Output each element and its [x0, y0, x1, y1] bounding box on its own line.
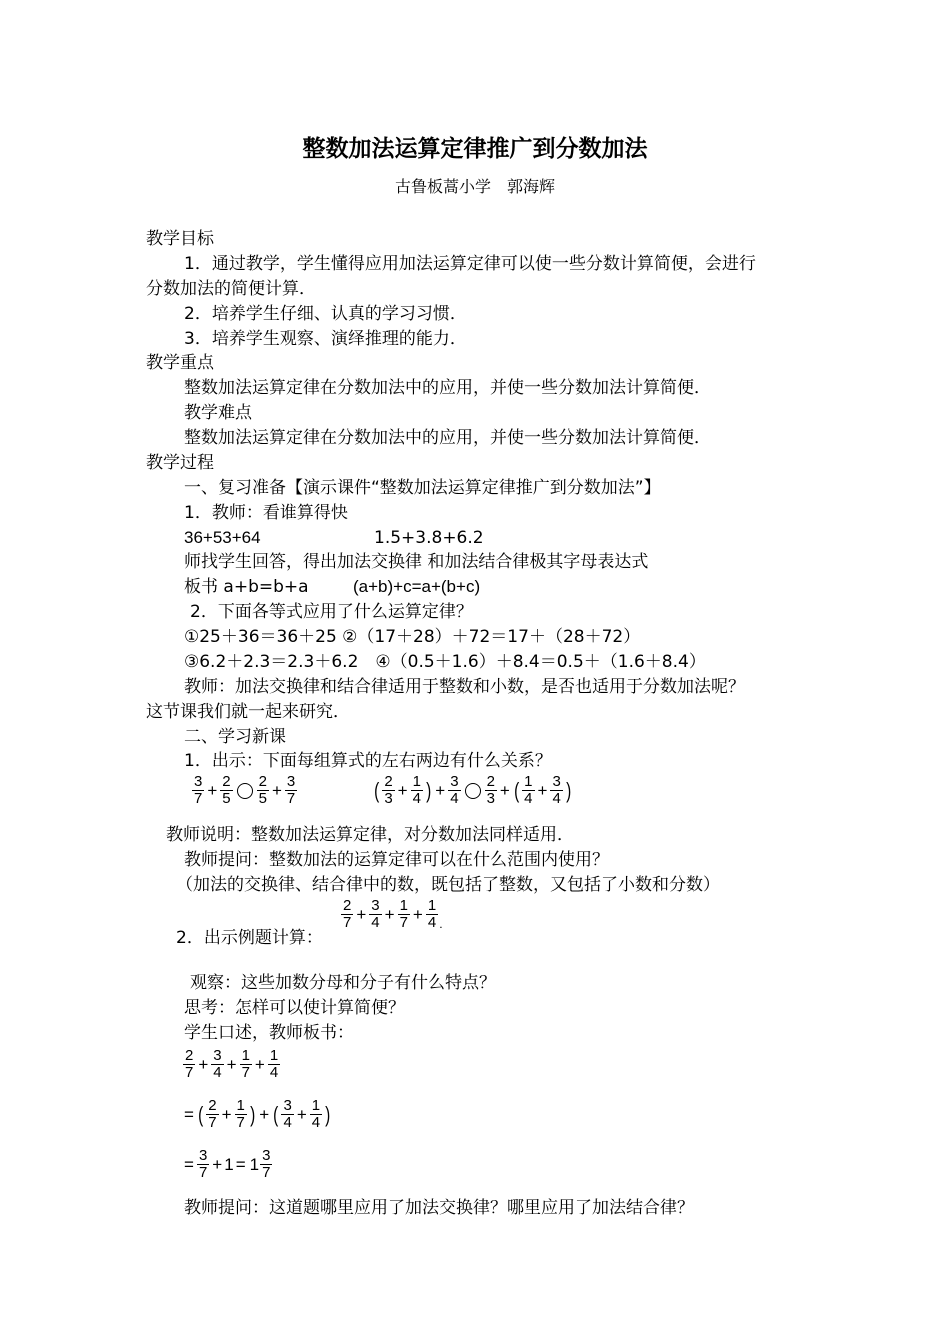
difficulty-text: 整数加法运算定律在分数加法中的应用，并使一些分数加法计算简便． [184, 428, 711, 448]
fraction: 2 3 [486, 773, 495, 807]
teacher-ask-1: 教师提问：整数加法的运算定律可以在什么范围内使用？ [184, 850, 609, 870]
section-heading-goals: 教学目标 [146, 229, 214, 249]
calc-a: 36+53+64 [184, 528, 261, 547]
fraction: 2 5 [258, 773, 267, 807]
fraction: 2 7 [208, 1097, 217, 1131]
fraction: 3 4 [283, 1097, 292, 1131]
fraction: $\frac{2}{5}$ [222, 773, 231, 807]
goal-2: 2．培养学生仔细、认真的学习习惯． [184, 304, 467, 324]
blank-circle-icon [237, 783, 253, 799]
document-title: 整数加法运算定律推广到分数加法 [302, 136, 648, 162]
teacher-question: 教师：加法交换律和结合律适用于整数和小数，是否也适用于分数加法呢？ [184, 677, 745, 697]
fraction: $\frac{1}{4}$ [427, 897, 437, 931]
goal-3: 3．培养学生观察、演绎推理的能力． [184, 329, 467, 349]
fraction: 2 7 [343, 897, 352, 931]
think-prompt: 思考：怎样可以使计算简便？ [184, 998, 405, 1018]
section-heading-difficulty: 教学难点 [184, 403, 252, 423]
fraction: $\frac{3}{4}$ [450, 773, 459, 807]
goal-1-cont: 分数加法的简便计算． [146, 279, 316, 299]
fraction: 2 7 [185, 1047, 194, 1081]
review-heading: 一、复习准备【演示课件“整数加法运算定律推广到分数加法”】 [184, 478, 661, 498]
work-step-1: 2 7 + $\frac{3}{4}$ + $\frac{1}{7}$ + $\frac{1}{4}$ [185, 1047, 279, 1081]
fraction: $\frac{3}{4}$ [213, 1047, 222, 1081]
example-expression: 2 7 + $\frac{3}{4}$ + $\frac{1}{7}$ + $\frac{1}{4}$ . [343, 897, 443, 931]
fraction: 3 7 [262, 1147, 271, 1181]
work-step-3: = $\frac{3}{7}$ + 1 = 1 3 7 [184, 1147, 271, 1181]
equation-row-2: ③6.2＋2.3＝2.3＋6.2 ④（0.5＋1.6）＋8.4＝0.5＋（1.6＋8.4） [184, 652, 706, 672]
compare-expression-2: ( 2 3 + $\frac{1}{4}$ ) + $\frac{3}{4}$ 2 3 + ( 1 4 + $\frac{3}{4}$ ) [374, 773, 572, 807]
teacher-question-cont: 这节课我们就一起来研究． [146, 702, 350, 722]
board-associative: (a+b)+c=a+(b+c) [353, 577, 481, 596]
answer-range: （加法的交换律、结合律中的数，既包括了整数，又包括了小数和分数） [176, 875, 720, 895]
goal-1: 1．通过教学，学生懂得应用加法运算定律可以使一些分数计算简便，会进行 [184, 254, 756, 274]
board-commutative: 板书 a+b=b+a [184, 577, 309, 597]
fraction: $\frac{1}{4}$ [269, 1047, 279, 1081]
student-dictation: 学生口述，教师板书： [184, 1023, 354, 1043]
section-heading-focus: 教学重点 [146, 353, 214, 373]
new-lesson-heading: 二、学习新课 [184, 727, 286, 747]
review-item-2: 2．下面各等式应用了什么运算定律？ [190, 602, 473, 622]
focus-text: 整数加法运算定律在分数加法中的应用，并使一些分数加法计算简便． [184, 378, 711, 398]
fraction: $\frac{1}{7}$ [241, 1047, 250, 1081]
teacher-explanation: 教师说明：整数加法运算定律，对分数加法同样适用． [166, 825, 574, 845]
review-item-1: 1．教师：看谁算得快 [184, 503, 348, 523]
fraction: 2 3 [384, 773, 393, 807]
new-lesson-item-1: 1．出示：下面每组算式的左右两边有什么关系？ [184, 751, 552, 771]
review-answer: 师找学生回答，得出加法交换律 和加法结合律极其字母表达式 [184, 552, 649, 572]
fraction: $\frac{3}{7}$ [286, 773, 296, 807]
observe-prompt: 观察：这些加数分母和分子有什么特点？ [190, 973, 496, 993]
teacher-ask-2: 教师提问：这道题哪里应用了加法交换律？哪里应用了加法结合律？ [184, 1198, 694, 1218]
fraction: 3 7 [194, 773, 203, 807]
fraction: 1 4 [524, 773, 533, 807]
fraction: $\frac{3}{7}$ [198, 1147, 208, 1181]
calc-b: 1.5+3.8+6.2 [374, 528, 484, 548]
author-line: 古鲁板蒿小学 郭海辉 [394, 177, 555, 196]
fraction: $\frac{1}{7}$ [236, 1097, 245, 1131]
section-heading-process: 教学过程 [146, 453, 214, 473]
fraction: $\frac{3}{4}$ [552, 773, 561, 807]
equation-row-1: ①25＋36＝36＋25 ②（17＋28）＋72＝17＋（28＋72） [184, 627, 641, 647]
work-step-2: = ( 2 7 + $\frac{1}{7}$ ) + ( 3 4 + $\frac{1}{4}$ ) [184, 1097, 331, 1131]
fraction: $\frac{1}{4}$ [412, 773, 421, 807]
blank-circle-icon [465, 783, 481, 799]
fraction: $\frac{1}{7}$ [399, 897, 408, 931]
compare-expression-1: 3 7 + $\frac{2}{5}$ 2 5 + $\frac{3}{7}$ [194, 773, 296, 807]
fraction: $\frac{1}{4}$ [311, 1097, 321, 1131]
fraction: $\frac{3}{4}$ [371, 897, 380, 931]
new-lesson-item-2: 2．出示例题计算： [176, 928, 323, 948]
